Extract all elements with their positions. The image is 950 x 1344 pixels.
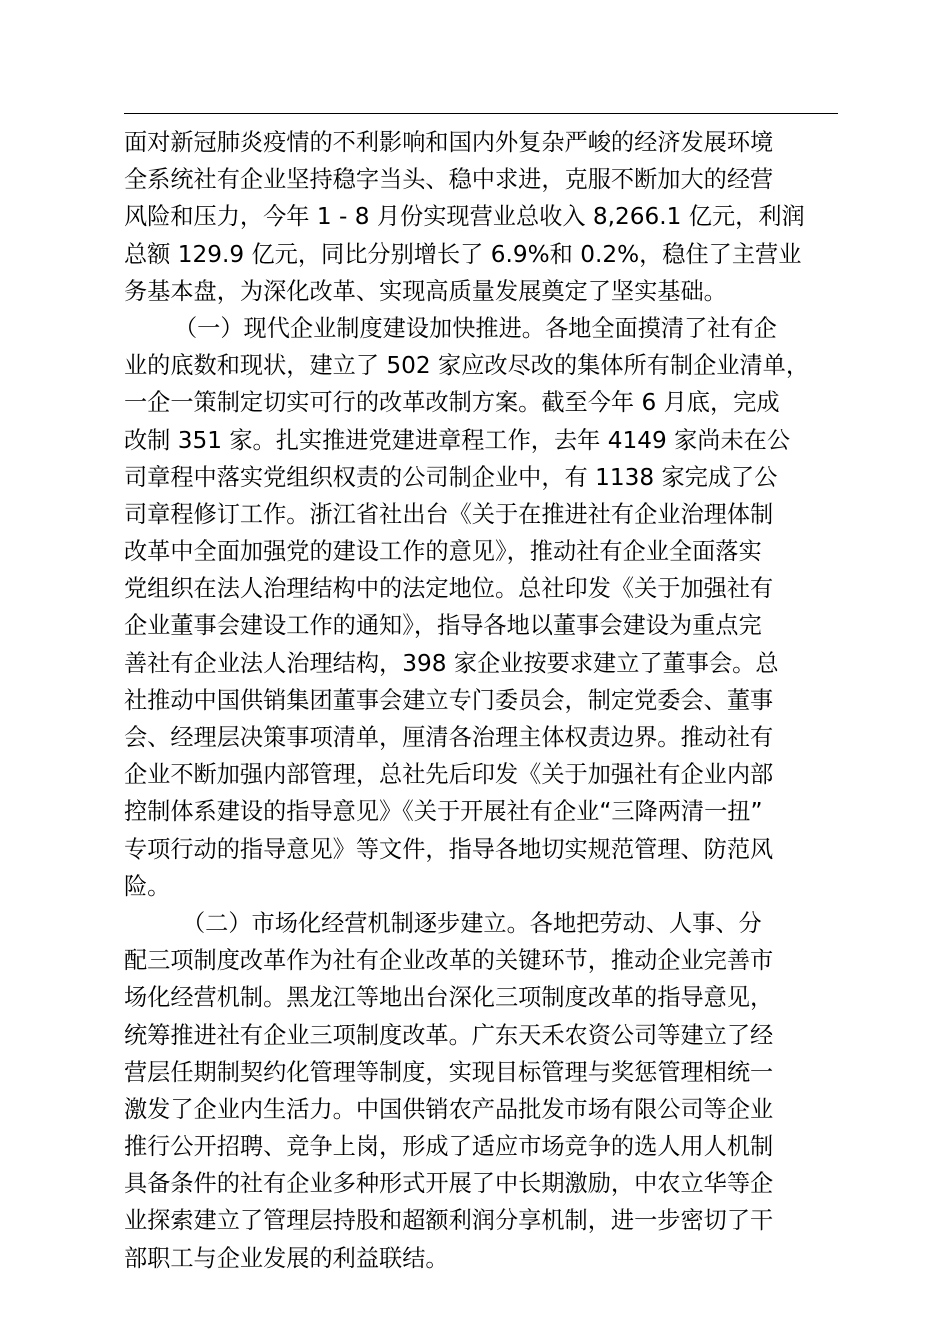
- section-heading-line: （一）现代企业制度建设加快推进。各地全面摸清了社有企: [174, 314, 777, 342]
- text-line: 激发了企业内生活力。中国供销农产品批发市场有限公司等企业: [124, 1095, 774, 1123]
- text-line: 企业不断加强内部管理，总社先后印发《关于加强社有企业内部: [124, 761, 774, 789]
- text-line: 企业董事会建设工作的通知》，指导各地以董事会建设为重点完: [124, 612, 762, 640]
- text-line: 营层任期制契约化管理等制度，实现目标管理与奖惩管理相统一: [124, 1058, 774, 1086]
- text-line: 面对新冠肺炎疫情的不利影响和国内外复杂严峻的经济发展环境: [124, 129, 774, 156]
- section-heading-line: （二）市场化经营机制逐步建立。各地把劳动、人事、分: [182, 909, 762, 937]
- text-line: 司章程修订工作。浙江省社出台《关于在推进社有企业治理体制: [124, 500, 774, 528]
- text-line: 改制 351 家。扎实推进党建进章程工作，去年 4149 家尚未在公: [124, 426, 791, 454]
- text-line: 专项行动的指导意见》等文件，指导各地切实规范管理、防范风: [124, 835, 774, 863]
- text-line: 推行公开招聘、竞争上岗，形成了适应市场竞争的选人用人机制: [124, 1133, 774, 1161]
- text-line: 风险和压力，今年 1 - 8 月份实现营业总收入 8,266.1 亿元，利润: [124, 203, 805, 231]
- text-line: 总额 129.9 亿元，同比分别增长了 6.9%和 0.2%，稳住了主营业: [124, 240, 802, 268]
- text-line: 配三项制度改革作为社有企业改革的关键环节，推动企业完善市: [124, 947, 774, 975]
- text-line: 司章程中落实党组织权责的公司制企业中，有 1138 家完成了公: [124, 463, 778, 491]
- text-line: 改革中全面加强党的建设工作的意见》，推动社有企业全面落实: [124, 538, 762, 566]
- text-line: 部职工与企业发展的利益联结。: [124, 1244, 449, 1272]
- text-line: 善社有企业法人治理结构，398 家企业按要求建立了董事会。总: [124, 649, 779, 677]
- text-line: 全系统社有企业坚持稳字当头、稳中求进，克服不断加大的经营: [124, 166, 774, 194]
- text-line: 党组织在法人治理结构中的法定地位。总社印发《关于加强社有: [124, 575, 774, 603]
- text-line: 险。: [124, 872, 171, 900]
- text-line: 务基本盘，为深化改革、实现高质量发展奠定了坚实基础。: [124, 277, 727, 305]
- header-rule: [124, 113, 838, 114]
- text-line: 场化经营机制。黑龙江等地出台深化三项制度改革的指导意见，: [124, 984, 774, 1012]
- text-line: 统筹推进社有企业三项制度改革。广东天禾农资公司等建立了经: [124, 1021, 774, 1049]
- body-text: [124, 124, 838, 1277]
- text-line: 业的底数和现状，建立了 502 家应改尽改的集体所有制企业清单，: [124, 352, 810, 380]
- text-line: 会、经理层决策事项清单，厘清各治理主体权责边界。推动社有: [124, 724, 774, 751]
- text-line: 具备条件的社有企业多种形式开展了中长期激励，中农立华等企: [124, 1170, 774, 1198]
- text-line: 社推动中国供销集团董事会建立专门委员会，制定党委会、董事: [124, 686, 774, 714]
- text-line: 控制体系建设的指导意见》《关于开展社有企业“三降两清一扭”: [124, 798, 763, 826]
- text-line: 业探索建立了管理层持股和超额利润分享机制，进一步密切了干: [124, 1207, 774, 1235]
- text-line: 一企一策制定切实可行的改革改制方案。截至今年 6 月底，完成: [124, 389, 780, 417]
